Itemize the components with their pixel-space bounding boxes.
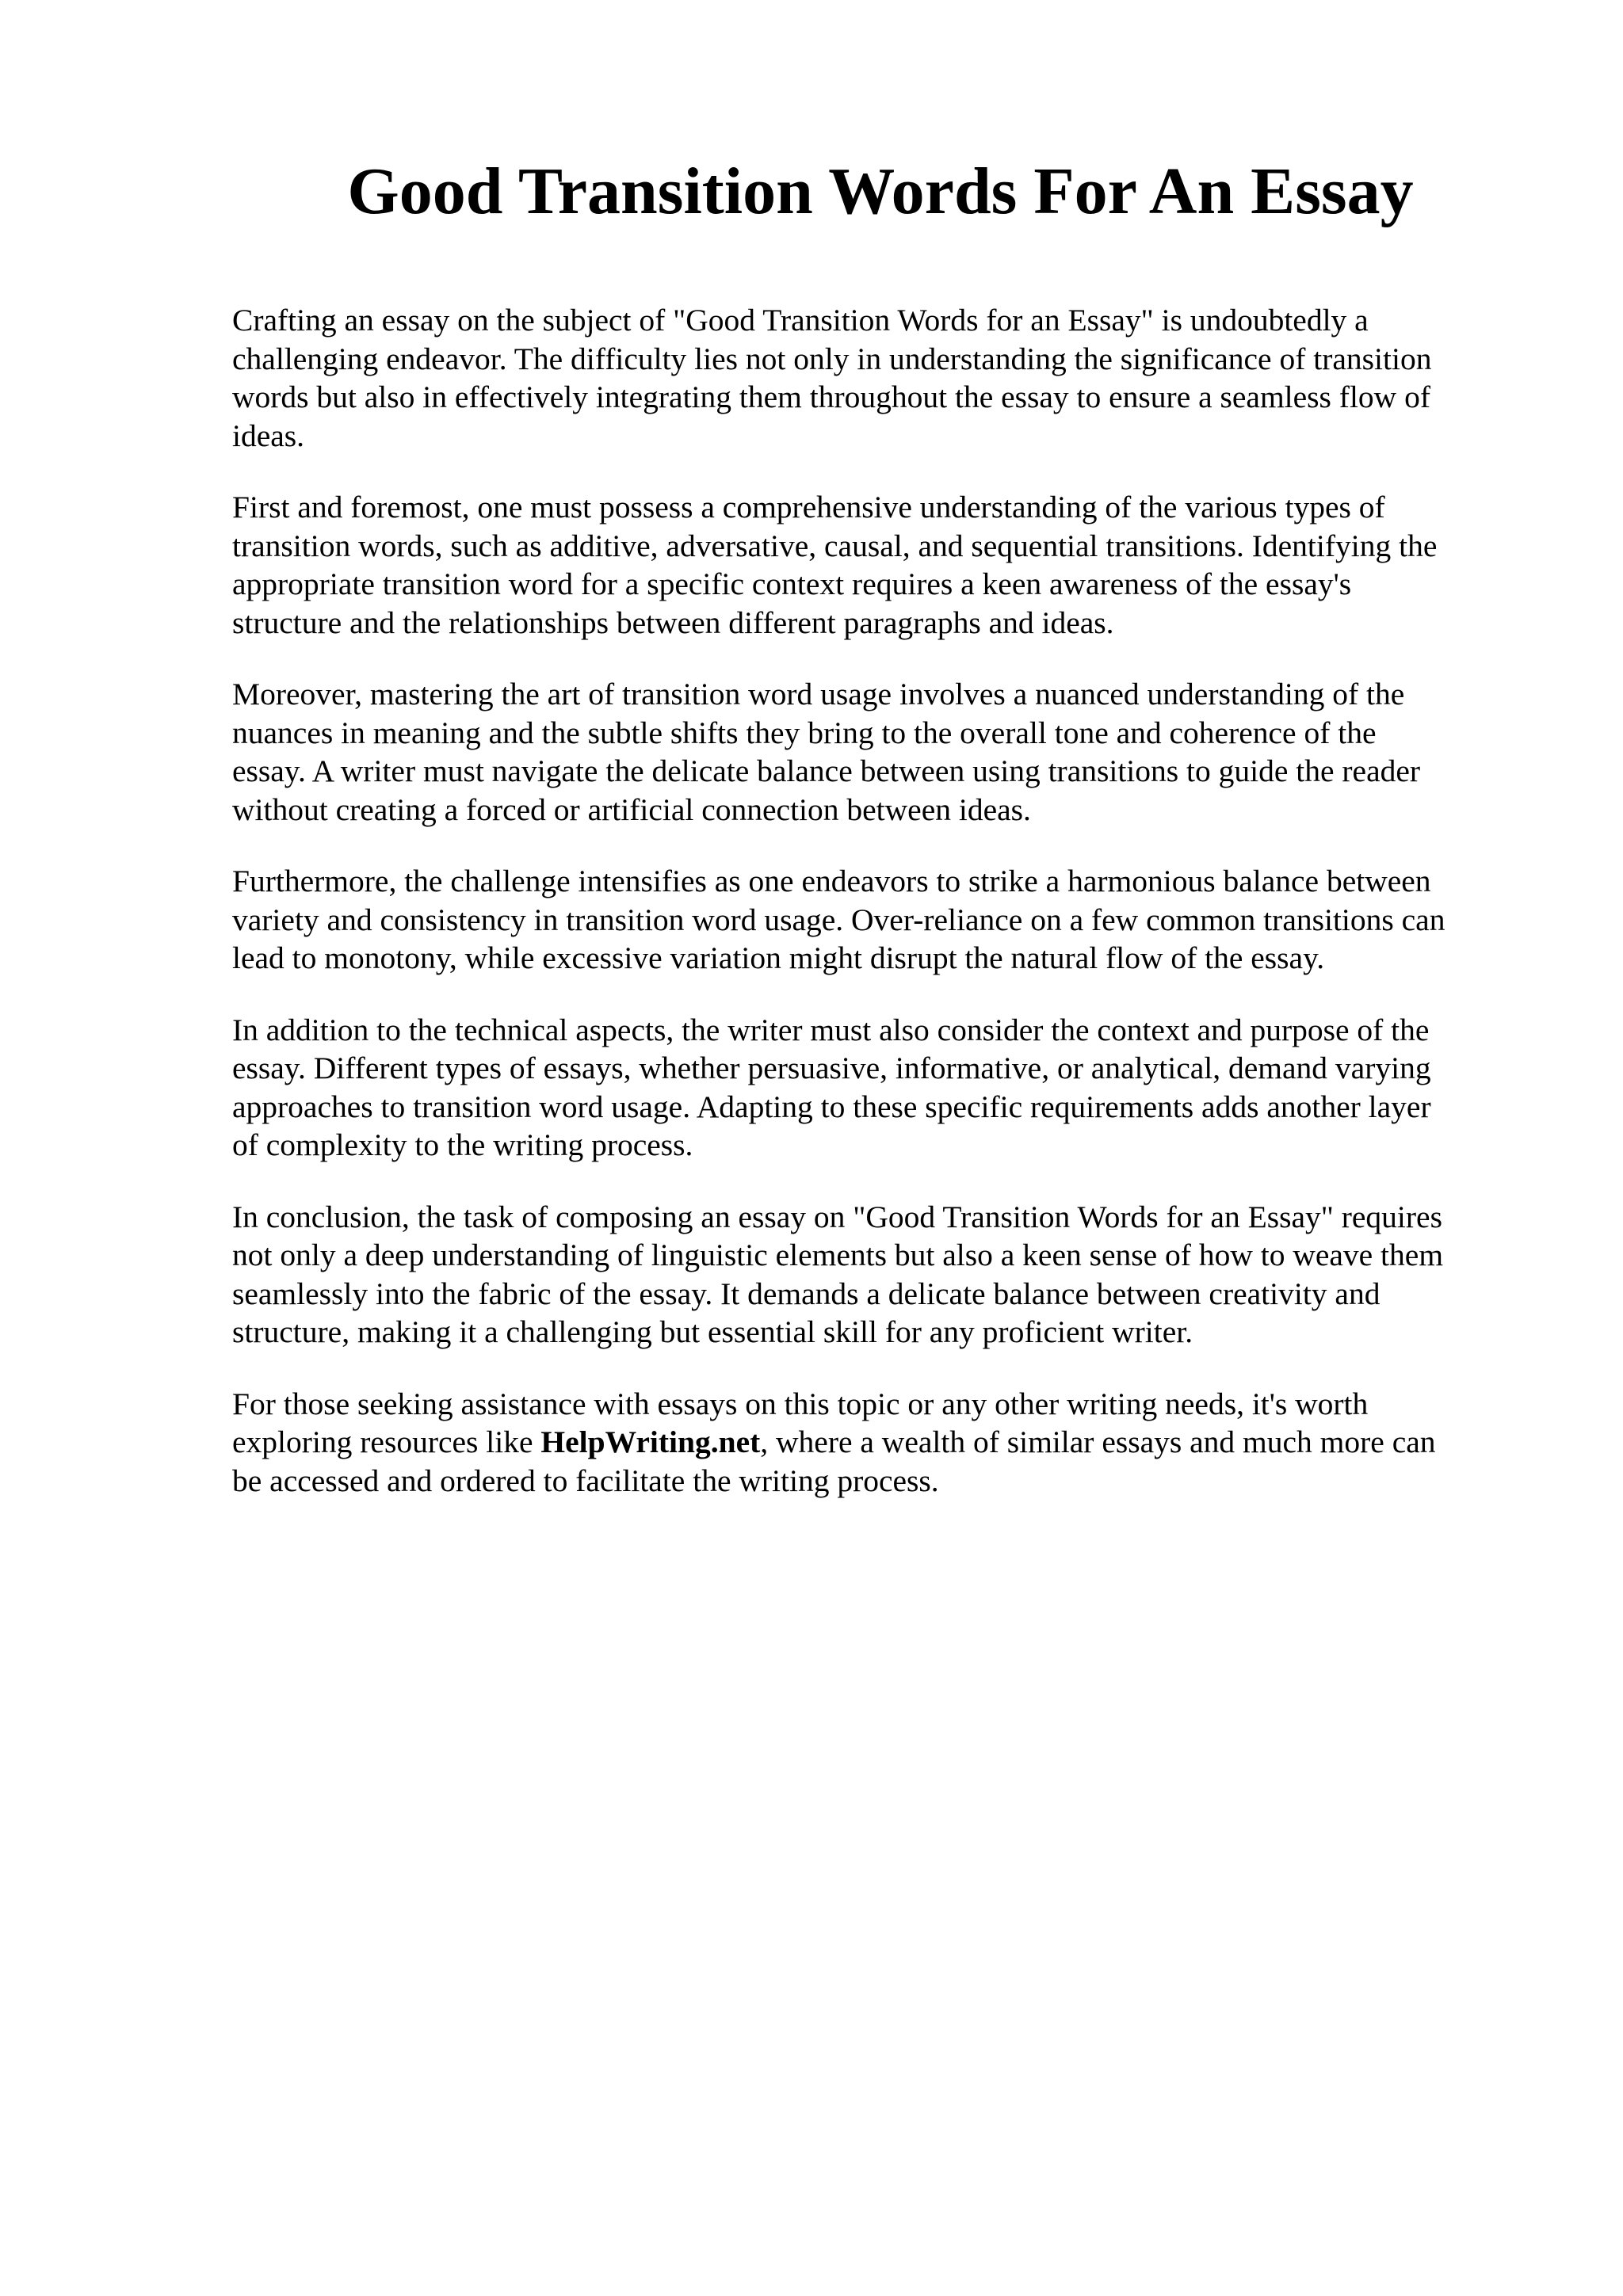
paragraph-line: seamlessly into the fabric of the essay. It demands a delicate balance between creativity and bbox=[232, 1276, 1381, 1311]
paragraph-line: nuances in meaning and the subtle shifts they bring to the overall tone and coherence of the bbox=[232, 715, 1377, 750]
paragraph-line: without creating a forced or artificial connection between ideas. bbox=[232, 791, 1031, 827]
paragraph-line bbox=[232, 1423, 1516, 1462]
document-title: Good Transition Words For An Essay bbox=[347, 154, 1414, 228]
paragraph-3 bbox=[232, 675, 1516, 829]
paragraph-5 bbox=[232, 1011, 1516, 1165]
paragraph-2 bbox=[232, 488, 1516, 642]
closing-text-after-link: , where a wealth of similar essays and much more can bbox=[760, 1425, 1436, 1459]
paragraph-line: appropriate transition word for a specific context requires a keen awareness of the essay's bbox=[232, 566, 1352, 601]
paragraph-line: structure and the relationships between different paragraphs and ideas. bbox=[232, 605, 1114, 640]
paragraph-line: lead to monotony, while excessive variation might disrupt the natural flow of the essay. bbox=[232, 940, 1325, 975]
paragraph-line: variety and consistency in transition word usage. Over-reliance on a few common transitions can bbox=[232, 902, 1445, 937]
paragraph-line: approaches to transition word usage. Adapting to these specific requirements adds another layer bbox=[232, 1089, 1431, 1124]
paragraph-1 bbox=[232, 301, 1516, 455]
paragraph-line: In conclusion, the task of composing an essay on "Good Transition Words for an Essay" requires bbox=[232, 1199, 1442, 1234]
closing-paragraph bbox=[232, 1385, 1516, 1501]
paragraph-line: challenging endeavor. The difficulty lies not only in understanding the significance of transition bbox=[232, 341, 1432, 376]
paragraph-6 bbox=[232, 1198, 1516, 1352]
paragraph-line: Moreover, mastering the art of transition word usage involves a nuanced understanding of the bbox=[232, 677, 1405, 711]
paragraph-line: of complexity to the writing process. bbox=[232, 1127, 693, 1162]
helpwriting-link[interactable]: HelpWriting.net bbox=[540, 1425, 761, 1459]
paragraph-line: essay. Different types of essays, whether persuasive, informative, or analytical, demand varying bbox=[232, 1051, 1431, 1085]
paragraph-line: words but also in effectively integrating them throughout the essay to ensure a seamless flow of bbox=[232, 379, 1430, 414]
paragraph-line: transition words, such as additive, adversative, causal, and sequential transitions. Identifying the bbox=[232, 528, 1438, 563]
paragraph-line: be accessed and ordered to facilitate the writing process. bbox=[232, 1463, 939, 1498]
paragraph-line: In addition to the technical aspects, the writer must also consider the context and purpose of the bbox=[232, 1012, 1430, 1047]
closing-text-before-link: exploring resources like bbox=[232, 1425, 541, 1459]
paragraph-line: First and foremost, one must possess a comprehensive understanding of the various types of bbox=[232, 490, 1385, 524]
paragraph-line: essay. A writer must navigate the delicate balance between using transitions to guide the reader bbox=[232, 753, 1421, 788]
paragraph-line: Furthermore, the challenge intensifies as one endeavors to strike a harmonious balance between bbox=[232, 864, 1431, 898]
paragraph-line: Crafting an essay on the subject of "Good Transition Words for an Essay" is undoubtedly a bbox=[232, 303, 1369, 338]
paragraph-line: structure, making it a challenging but essential skill for any proficient writer. bbox=[232, 1314, 1193, 1349]
paragraph-line: ideas. bbox=[232, 418, 305, 453]
paragraph-line: not only a deep understanding of linguistic elements but also a keen sense of how to weave them bbox=[232, 1238, 1444, 1272]
document-body bbox=[232, 301, 1516, 1533]
paragraph-4 bbox=[232, 862, 1516, 978]
paragraph-line: For those seeking assistance with essays on this topic or any other writing needs, it's worth bbox=[232, 1386, 1369, 1421]
